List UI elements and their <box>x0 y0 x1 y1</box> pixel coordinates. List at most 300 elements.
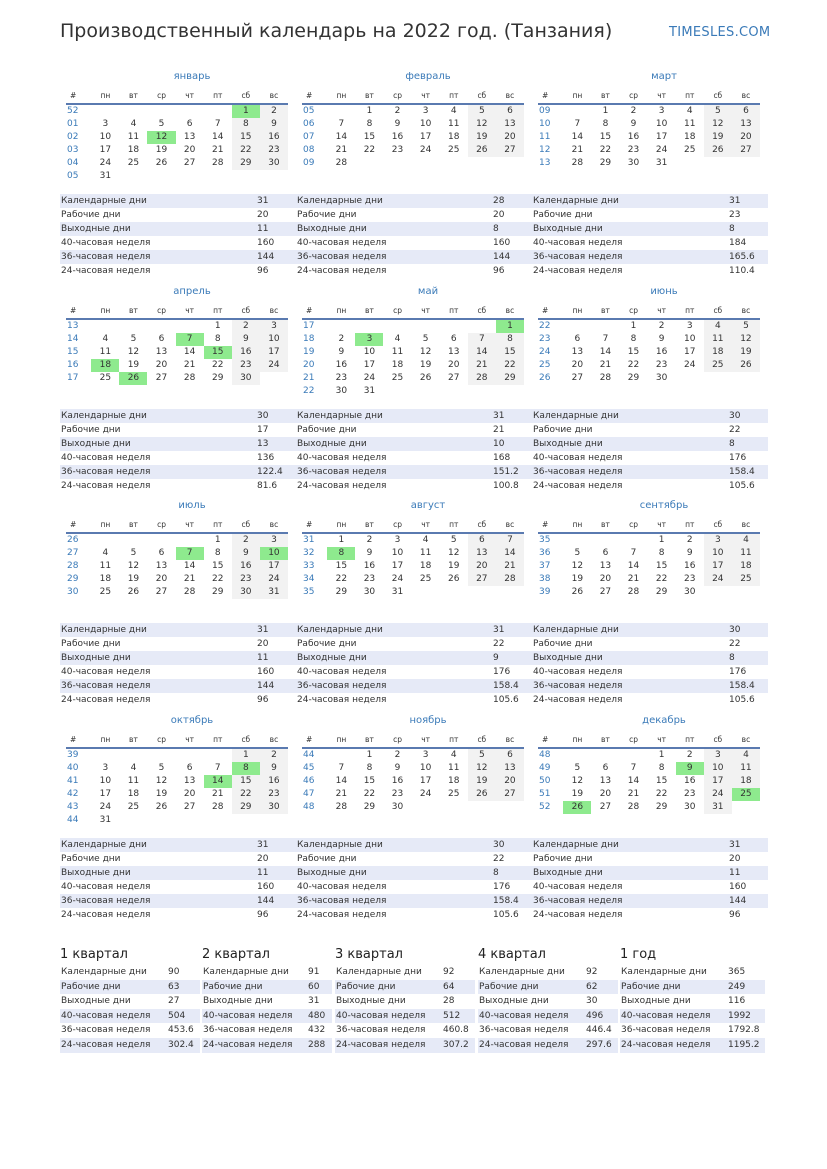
day-cell: 27 <box>183 802 196 812</box>
empty-cell <box>119 104 147 118</box>
stat-row <box>60 409 296 423</box>
stat-label: Календарные дни <box>621 967 707 977</box>
stat-value: 8 <box>493 868 499 878</box>
stat-row <box>60 693 296 707</box>
empty-cell <box>119 814 147 827</box>
day-cell: 28 <box>211 158 224 168</box>
month-3 <box>538 70 760 170</box>
day-cell: 1 <box>658 750 665 760</box>
weekday-header: сб <box>704 303 732 319</box>
stat-row <box>60 908 296 922</box>
day-cell: 12 <box>732 333 760 346</box>
day-cell: 6 <box>450 334 457 344</box>
stat-value: 176 <box>493 667 511 677</box>
empty-cell <box>119 533 147 547</box>
empty-cell <box>468 157 496 170</box>
stat-label: Календарные дни <box>297 840 383 850</box>
day-cell: 20 <box>599 789 612 799</box>
stat-row <box>532 222 768 236</box>
month-stats <box>296 194 532 278</box>
holiday-day: 1 <box>232 104 260 118</box>
weekday-header: сб <box>704 517 732 533</box>
weekday-header: # <box>302 88 327 104</box>
weekday-header: чт <box>412 303 440 319</box>
stat-value: 11 <box>257 224 269 234</box>
empty-cell <box>468 586 496 599</box>
empty-cell <box>676 372 704 385</box>
day-cell: 3 <box>394 535 401 545</box>
day-cell: 28 <box>468 372 496 385</box>
day-cell: 23 <box>260 788 288 801</box>
stat-row <box>60 866 296 880</box>
stat-label: 40-часовая неделя <box>61 453 151 463</box>
day-cell: 20 <box>447 360 460 370</box>
day-cell: 23 <box>683 574 696 584</box>
day-cell: 20 <box>468 560 496 573</box>
weekday-header: чт <box>412 88 440 104</box>
week-number: 51 <box>539 789 551 799</box>
stat-value: 22 <box>729 425 741 435</box>
quarter-stat-row <box>60 1009 200 1024</box>
month-name: февраль <box>405 71 451 82</box>
weekday-header: чт <box>648 517 676 533</box>
day-cell: 18 <box>419 561 432 571</box>
empty-cell <box>176 533 204 547</box>
day-cell: 2 <box>658 321 665 331</box>
weekday-header: # <box>66 517 91 533</box>
stat-label: 40-часовая неделя <box>297 453 387 463</box>
stat-label: 24-часовая неделя <box>533 481 623 491</box>
day-cell: 12 <box>127 347 140 357</box>
weekday-header: чт <box>176 517 204 533</box>
day-cell: 28 <box>211 802 224 812</box>
day-cell: 7 <box>574 119 581 129</box>
day-cell: 3 <box>422 106 429 116</box>
week-number: 32 <box>303 548 315 558</box>
day-cell: 25 <box>99 587 112 597</box>
week-row <box>302 801 524 814</box>
stat-value: 63 <box>168 981 180 992</box>
stat-value: 504 <box>168 1010 186 1021</box>
holiday-day: 18 <box>91 359 119 372</box>
quarter-stat-row <box>478 1009 618 1024</box>
week-row <box>538 333 760 346</box>
day-cell: 8 <box>232 118 260 131</box>
week-row <box>538 131 760 144</box>
stat-label: 24-часовая неделя <box>61 266 151 276</box>
stat-label: 40-часовая неделя <box>533 238 623 248</box>
quarter-stat-row <box>202 994 332 1009</box>
day-cell: 14 <box>468 346 496 359</box>
quarter-stat-row <box>335 1023 475 1038</box>
empty-cell <box>147 170 175 183</box>
stat-label: 24-часовая неделя <box>336 1039 426 1050</box>
day-cell: 17 <box>655 132 668 142</box>
stat-label: Рабочие дни <box>479 981 539 992</box>
day-cell: 16 <box>335 360 348 370</box>
day-cell: 30 <box>260 801 288 814</box>
week-row <box>66 333 288 346</box>
stat-label: Календарные дни <box>297 196 383 206</box>
quarter-title: 4 квартал <box>478 947 546 962</box>
day-cell: 22 <box>335 574 348 584</box>
stat-value: 96 <box>257 695 269 705</box>
day-cell: 26 <box>468 144 496 157</box>
weekday-header: вс <box>496 303 524 319</box>
day-cell: 1 <box>366 106 373 116</box>
stat-row <box>532 852 768 866</box>
stat-label: 36-часовая неделя <box>533 681 623 691</box>
month-stats <box>60 623 296 707</box>
week-row <box>538 533 760 547</box>
day-cell: 25 <box>732 573 760 586</box>
week-number: 22 <box>539 321 551 331</box>
stat-label: 24-часовая неделя <box>297 695 387 705</box>
weekday-header: вс <box>496 88 524 104</box>
stat-value: 92 <box>586 967 598 977</box>
stat-value: 22 <box>493 854 505 864</box>
stat-label: Выходные дни <box>297 653 367 663</box>
day-cell: 10 <box>419 763 432 773</box>
day-cell: 29 <box>363 802 376 812</box>
day-cell: 22 <box>655 789 668 799</box>
stat-value: 365 <box>728 967 746 977</box>
weekday-header: ср <box>383 517 411 533</box>
day-cell: 7 <box>468 333 496 346</box>
stat-row <box>60 250 296 264</box>
day-cell: 11 <box>447 763 460 773</box>
weekday-header: пн <box>91 517 119 533</box>
day-cell: 5 <box>732 319 760 333</box>
stat-label: Рабочие дни <box>297 425 357 435</box>
month-name: сентябрь <box>639 500 689 511</box>
stat-value: 116 <box>728 996 746 1007</box>
empty-cell <box>176 319 204 333</box>
week-row <box>302 333 524 346</box>
day-cell: 10 <box>99 132 112 142</box>
month-12 <box>538 714 760 814</box>
day-cell: 19 <box>419 360 432 370</box>
stat-row <box>532 637 768 651</box>
stat-value: 9 <box>493 653 499 663</box>
stat-row <box>296 665 532 679</box>
stat-value: 20 <box>493 210 505 220</box>
stat-label: Выходные дни <box>61 439 131 449</box>
stat-label: Рабочие дни <box>61 981 121 992</box>
day-cell: 27 <box>155 587 168 597</box>
day-cell: 15 <box>335 561 348 571</box>
day-cell: 7 <box>214 119 221 129</box>
week-number: 34 <box>303 574 315 584</box>
stat-row <box>532 894 768 908</box>
weekday-header: чт <box>648 88 676 104</box>
week-row <box>302 788 524 801</box>
month-name: август <box>410 500 446 511</box>
week-row <box>302 104 524 118</box>
empty-cell <box>468 319 496 333</box>
week-row <box>66 157 288 170</box>
empty-cell <box>619 748 647 762</box>
weekday-header: ср <box>383 88 411 104</box>
stat-row <box>60 679 296 693</box>
day-cell: 18 <box>99 574 112 584</box>
stat-label: Выходные дни <box>203 996 273 1007</box>
day-cell: 21 <box>335 145 348 155</box>
week-number: 45 <box>303 763 315 773</box>
stat-row <box>532 679 768 693</box>
weekday-header: пн <box>91 88 119 104</box>
week-number: 48 <box>539 750 551 760</box>
quarter-block <box>335 945 475 1053</box>
day-cell: 1 <box>602 106 609 116</box>
month-table <box>538 732 760 814</box>
empty-cell <box>91 319 119 333</box>
stat-label: Рабочие дни <box>621 981 681 992</box>
day-cell: 7 <box>338 763 345 773</box>
day-cell: 4 <box>102 548 109 558</box>
month-7 <box>66 499 288 599</box>
day-cell: 30 <box>232 372 260 385</box>
week-row <box>302 547 524 560</box>
month-table <box>66 303 288 385</box>
week-number: 28 <box>67 561 79 571</box>
week-row <box>538 775 760 788</box>
stat-value: 136 <box>257 453 275 463</box>
stat-value: 158.4 <box>729 467 755 477</box>
stat-row <box>532 693 768 707</box>
day-cell: 7 <box>496 533 524 547</box>
week-number: 20 <box>303 360 315 370</box>
stat-row <box>532 651 768 665</box>
week-number: 39 <box>539 587 551 597</box>
stat-row <box>532 194 768 208</box>
week-row <box>302 144 524 157</box>
empty-cell <box>732 586 760 599</box>
holiday-day: 15 <box>204 346 232 359</box>
day-cell: 5 <box>574 548 581 558</box>
empty-cell <box>591 533 619 547</box>
stat-value: 30 <box>586 996 598 1007</box>
day-cell: 7 <box>214 763 221 773</box>
quarter-title: 1 год <box>620 947 657 962</box>
day-cell: 21 <box>183 574 196 584</box>
week-row <box>66 104 288 118</box>
day-cell: 14 <box>627 776 640 786</box>
month-stats <box>532 623 768 707</box>
week-number: 38 <box>539 574 551 584</box>
empty-cell <box>676 157 704 170</box>
stat-label: 40-часовая неделя <box>336 1010 426 1021</box>
day-cell: 18 <box>391 360 404 370</box>
stat-row <box>60 651 296 665</box>
stat-row <box>60 194 296 208</box>
stat-label: Выходные дни <box>336 996 406 1007</box>
day-cell: 27 <box>468 573 496 586</box>
quarter-stat-row <box>620 965 765 980</box>
day-cell: 20 <box>732 131 760 144</box>
stat-value: 1992 <box>728 1010 751 1021</box>
day-cell: 14 <box>211 132 224 142</box>
stat-label: 40-часовая неделя <box>203 1010 293 1021</box>
day-cell: 13 <box>599 561 612 571</box>
day-cell: 30 <box>683 802 696 812</box>
day-cell: 25 <box>127 802 140 812</box>
empty-cell <box>468 801 496 814</box>
day-cell: 16 <box>627 132 640 142</box>
stat-label: Выходные дни <box>297 224 367 234</box>
stat-label: Рабочие дни <box>336 981 396 992</box>
day-cell: 2 <box>338 334 345 344</box>
stat-label: 40-часовая неделя <box>533 882 623 892</box>
quarter-title: 1 квартал <box>60 947 128 962</box>
day-cell: 1 <box>366 750 373 760</box>
empty-cell <box>260 372 288 385</box>
stat-value: 168 <box>493 453 511 463</box>
day-cell: 19 <box>447 561 460 571</box>
stat-label: Календарные дни <box>297 411 383 421</box>
empty-cell <box>176 170 204 183</box>
stat-value: 480 <box>308 1010 326 1021</box>
day-cell: 4 <box>394 334 401 344</box>
week-number: 07 <box>303 132 315 142</box>
day-cell: 22 <box>232 788 260 801</box>
stat-label: Выходные дни <box>479 996 549 1007</box>
day-cell: 6 <box>186 763 193 773</box>
weekday-header: сб <box>468 88 496 104</box>
day-cell: 16 <box>260 131 288 144</box>
month-10 <box>66 714 288 827</box>
week-row <box>538 586 760 599</box>
stat-value: 31 <box>729 840 741 850</box>
week-row <box>66 170 288 183</box>
stat-value: 100.8 <box>493 481 519 491</box>
weekday-header: пт <box>204 303 232 319</box>
day-cell: 27 <box>599 802 612 812</box>
week-number: 52 <box>67 106 79 116</box>
day-cell: 10 <box>99 776 112 786</box>
week-number: 42 <box>67 789 79 799</box>
month-4 <box>66 285 288 385</box>
empty-cell <box>412 801 440 814</box>
holiday-day: 9 <box>676 762 704 775</box>
month-stats <box>296 623 532 707</box>
day-cell: 6 <box>602 763 609 773</box>
empty-cell <box>383 385 411 398</box>
day-cell: 25 <box>447 145 460 155</box>
stat-value: 11 <box>257 868 269 878</box>
day-cell: 5 <box>450 535 457 545</box>
weekday-header: вс <box>260 732 288 748</box>
day-cell: 23 <box>232 573 260 586</box>
day-cell: 24 <box>419 789 432 799</box>
week-row <box>66 775 288 788</box>
stat-value: 21 <box>493 425 505 435</box>
stat-label: 24-часовая неделя <box>297 910 387 920</box>
day-cell: 6 <box>496 748 524 762</box>
day-cell: 26 <box>127 587 140 597</box>
day-cell: 27 <box>732 144 760 157</box>
day-cell: 21 <box>468 359 496 372</box>
day-cell: 19 <box>468 775 496 788</box>
day-cell: 6 <box>158 334 165 344</box>
stat-row <box>296 693 532 707</box>
day-cell: 22 <box>627 360 640 370</box>
stat-label: 24-часовая неделя <box>203 1039 293 1050</box>
day-cell: 24 <box>99 802 112 812</box>
day-cell: 1 <box>214 535 221 545</box>
stat-label: 40-часовая неделя <box>621 1010 711 1021</box>
empty-cell <box>260 814 288 827</box>
weekday-header: # <box>538 732 563 748</box>
stat-value: 144 <box>729 896 747 906</box>
day-cell: 24 <box>260 573 288 586</box>
stat-row <box>60 479 296 493</box>
stat-value: 496 <box>586 1010 604 1021</box>
stat-value: 90 <box>168 967 180 977</box>
day-cell: 14 <box>571 132 584 142</box>
stat-value: 22 <box>729 639 741 649</box>
day-cell: 19 <box>127 360 140 370</box>
day-cell: 12 <box>447 548 460 558</box>
day-cell: 17 <box>683 347 696 357</box>
day-cell: 30 <box>683 587 696 597</box>
stat-value: 158.4 <box>493 896 519 906</box>
stat-row <box>532 665 768 679</box>
stat-value: 81.6 <box>257 481 278 491</box>
stat-value: 110.4 <box>729 266 755 276</box>
stat-value: 160 <box>729 882 747 892</box>
weekday-header: сб <box>232 303 260 319</box>
weekday-header: # <box>66 303 91 319</box>
site-logo[interactable]: TIMESLES.COM <box>669 25 771 40</box>
stat-label: 36-часовая неделя <box>203 1025 293 1036</box>
stat-row <box>532 437 768 451</box>
week-row <box>302 762 524 775</box>
day-cell: 12 <box>419 347 432 357</box>
stat-value: 176 <box>729 667 747 677</box>
day-cell: 22 <box>363 789 376 799</box>
weekday-header: вс <box>732 517 760 533</box>
stat-row <box>296 852 532 866</box>
empty-cell <box>91 748 119 762</box>
day-cell: 2 <box>686 750 693 760</box>
stat-value: 105.6 <box>493 910 519 920</box>
quarter-stat-row <box>478 1038 618 1053</box>
day-cell: 3 <box>658 106 665 116</box>
day-cell: 28 <box>599 373 612 383</box>
day-cell: 25 <box>683 145 696 155</box>
stat-row <box>296 679 532 693</box>
weekday-header: пн <box>91 303 119 319</box>
day-cell: 15 <box>496 346 524 359</box>
day-cell: 14 <box>335 132 348 142</box>
week-number: 12 <box>539 145 551 155</box>
day-cell: 11 <box>704 333 732 346</box>
day-cell: 14 <box>335 776 348 786</box>
day-cell: 29 <box>496 372 524 385</box>
month-name: апрель <box>173 286 211 297</box>
empty-cell <box>440 157 468 170</box>
stat-value: 31 <box>493 411 505 421</box>
day-cell: 12 <box>704 118 732 131</box>
day-cell: 20 <box>496 131 524 144</box>
week-row <box>302 586 524 599</box>
stat-label: 36-часовая неделя <box>61 1025 151 1036</box>
empty-cell <box>147 319 175 333</box>
stat-label: Выходные дни <box>61 224 131 234</box>
day-cell: 6 <box>468 533 496 547</box>
day-cell: 22 <box>363 145 376 155</box>
